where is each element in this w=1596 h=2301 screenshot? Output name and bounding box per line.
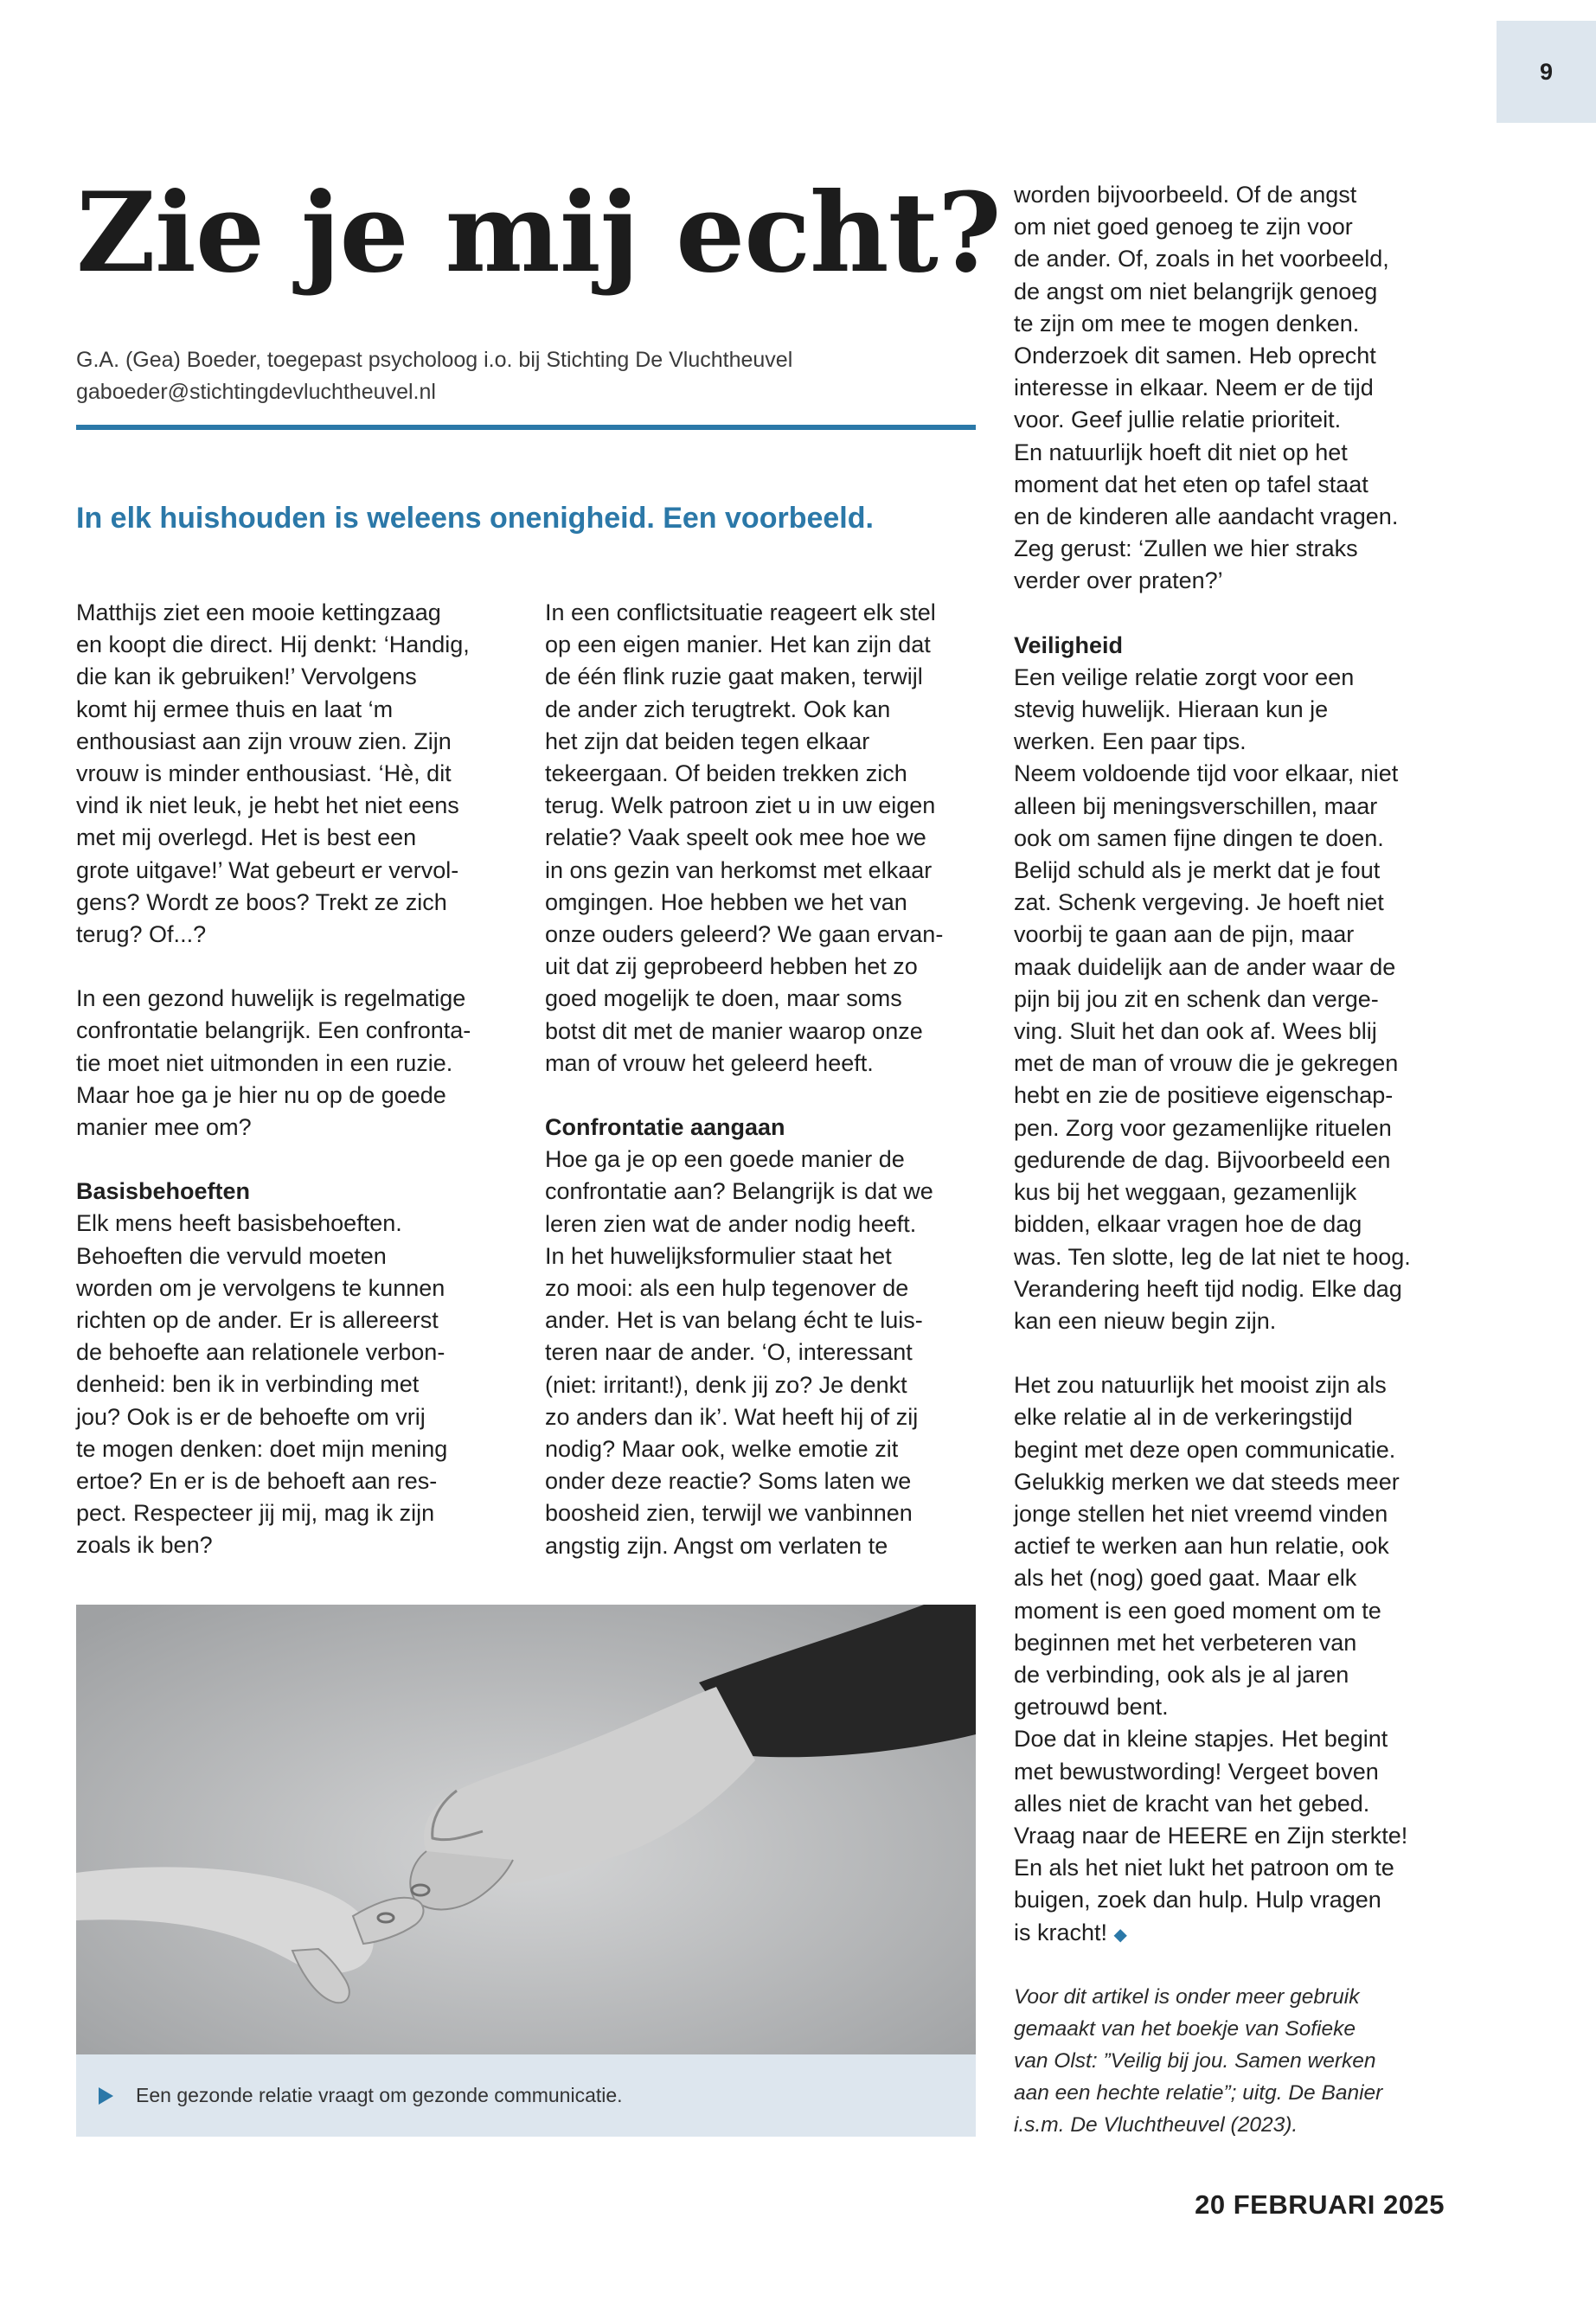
section-heading-confrontatie: Confrontatie aangaan — [545, 1114, 785, 1141]
caption-text: Een gezonde relatie vraagt om gezonde communicatie. — [136, 2084, 623, 2106]
paragraph: Een veilige relatie zorgt voor een stevig huwelijk. Hieraan kun je werken. Een paar tips. Neem voldoende tijd voor elkaar, niet alleen bij meningsverschillen, maar ook om samen fijne dingen te doen. Belijd schuld als je merkt dat je fout zat. Schenk vergeving. Je hoeft niet voorbij te gaan aan de pijn, maar maak duidelijk aan de ander waar de pijn bij jou zit en schenk dan verge- ving. Sluit het dan ook af. Wees blij met de man of vrouw die je gekregen hebt en zie de positieve eigenschap- pen. Zorg voor gezamenlijke rituelen gedurende de dag. Bijvoorbeeld een kus bij het weggaan, gezamenlijk bidden, elkaar vragen hoe de dag was. Ten slotte, leg de lat niet te hoog. Verandering heeft tijd nodig. Elke dag kan een nieuw begin zijn. — [1014, 663, 1411, 1334]
author-line: G.A. (Gea) Boeder, toegepast psycholoog i.o. bij Stichting De Vluchtheuvel — [76, 348, 793, 372]
source-note: Voor dit artikel is onder meer gebruik gemaakt van het boekje van Sofieke van Olst: ”Veilig bij jou. Samen werken aan een hechte relatie”; uitg. De Banier i.s.m. De Vluchtheuvel (2023). — [1014, 1985, 1383, 2137]
column-1 — [76, 597, 535, 1562]
end-mark-icon: ◆ — [1113, 1925, 1127, 1945]
paragraph-closing-text: Het zou natuurlijk het mooist zijn als elke relatie al in de verkeringstijd begint met deze open communicatie. Gelukkig merken we dat steeds meer jonge stellen het niet vreemd vinden actief te werken aan hun relatie, ook als het (nog) goed gaat. Maar elk moment is een goed moment om te beginnen met het verbeteren van de verbinding, ook als je al jaren getrouwd bent. Doe dat in kleine stapjes. Het begint met bewustwording! Vergeet boven alles niet de kracht van het gebed. Vraag naar de HEERE en Zijn sterkte! En als het niet lukt het patroon om te buigen, zoek dan hulp. Hulp vragen is kracht! — [1014, 1372, 1408, 1945]
holding-hands-illustration — [76, 1605, 976, 2054]
holding-hands-photo — [76, 1605, 976, 2054]
caption-arrow-icon — [99, 2087, 113, 2105]
paragraph: In een conflictsituatie reageert elk stel op een eigen manier. Het kan zijn dat de één flink ruzie gaat maken, terwijl de ander zich terugtrekt. Ook kan het zijn dat beiden tegen elkaar tekeergaan. Of beiden trekken zich terug. Welk patroon ziet u in uw eigen relatie? Vaak speelt ook mee hoe we in ons gezin van herkomst met elkaar omgingen. Hoe hebben we het van onze ouders geleerd? We gaan ervan- uit dat zij geprobeerd hebben het zo goed mogelijk te doen, maar soms botst dit met de manier waarop onze man of vrouw het geleerd heeft. — [545, 599, 944, 1076]
column-3 — [1014, 179, 1446, 1952]
byline — [76, 344, 976, 408]
lead-text: In elk huishouden is weleens onenigheid. Een voorbeeld. — [76, 502, 874, 535]
paragraph: Hoe ga je op een goede manier de confrontatie aan? Belangrijk is dat we leren zien wat de ander nodig heeft. In het huwelijksformulier staat het zo mooi: als een hulp tegenover de ander. Het is van belang écht te luis- teren naar de ander. ‘O, interessant (niet: irritant!), denk jij zo? Je denkt zo anders dan ik’. Wat heeft hij of zij nodig? Maar ook, welke emotie zit onder deze reactie? Soms laten we boosheid zien, terwijl we vanbinnen angstig zijn. Angst om verlaten te — [545, 1146, 933, 1559]
section-heading-basisbehoeften: Basisbehoeften — [76, 1178, 251, 1205]
paragraph: Elk mens heeft basisbehoeften. Behoeften die vervuld moeten worden om je vervolgens te kunnen richten op de ander. Er is allereerst de behoefte aan relationele verbon- denheid: ben ik in verbinding met jou? Ook is er de behoefte om vrij te mogen denken: doet mijn mening ertoe? En er is de behoeft aan res- pect. Respecteer jij mij, mag ik zijn zoals ik ben? — [76, 1210, 448, 1559]
issue-date: 20 FEBRUARI 2025 — [1195, 2189, 1445, 2220]
paragraph-closing — [1014, 1369, 1446, 1952]
paragraph: Matthijs ziet een mooie kettingzaag en koopt die direct. Hij denkt: ‘Handig, die kan ik gebruiken!’ Vervolgens komt hij ermee thuis en laat ‘m enthousiast aan zijn vrouw zien. Zijn vrouw is minder enthousiast. ‘Hè, dit vind ik niet leuk, je hebt het niet eens met mij overlegd. Het is best een grote uitgave!’ Wat gebeurt er vervol- gens? Wordt ze boos? Trekt ze zich terug? Of...? — [76, 599, 470, 948]
title-divider — [76, 425, 976, 430]
paragraph: worden bijvoorbeeld. Of de angst om niet goed genoeg te zijn voor de ander. Of, zoals in het voorbeeld, de angst om niet belangrijk genoeg te zijn om mee te mogen denken. Onderzoek dit samen. Heb oprecht interesse in elkaar. Neem er de tijd voor. Geef jullie relatie prioriteit. En natuurlijk hoeft dit niet op het moment dat het eten op tafel staat en de kinderen alle aandacht vragen. Zeg gerust: ‘Zullen we hier straks verder over praten?’ — [1014, 182, 1399, 594]
photo-caption — [76, 2054, 976, 2137]
paragraph: In een gezond huwelijk is regelmatige confrontatie belangrijk. Een confronta- tie moet niet uitmonden in een ruzie. Maar hoe ga je hier nu op de goede manier mee om? — [76, 985, 471, 1141]
section-heading-veiligheid: Veiligheid — [1014, 631, 1124, 658]
article-title: Zie je mij echt? — [76, 169, 1001, 297]
column-2 — [545, 597, 1003, 1562]
author-email[interactable]: gaboeder@stichtingdevluchtheuvel.nl — [76, 380, 436, 404]
page-number: 9 — [1497, 21, 1596, 123]
